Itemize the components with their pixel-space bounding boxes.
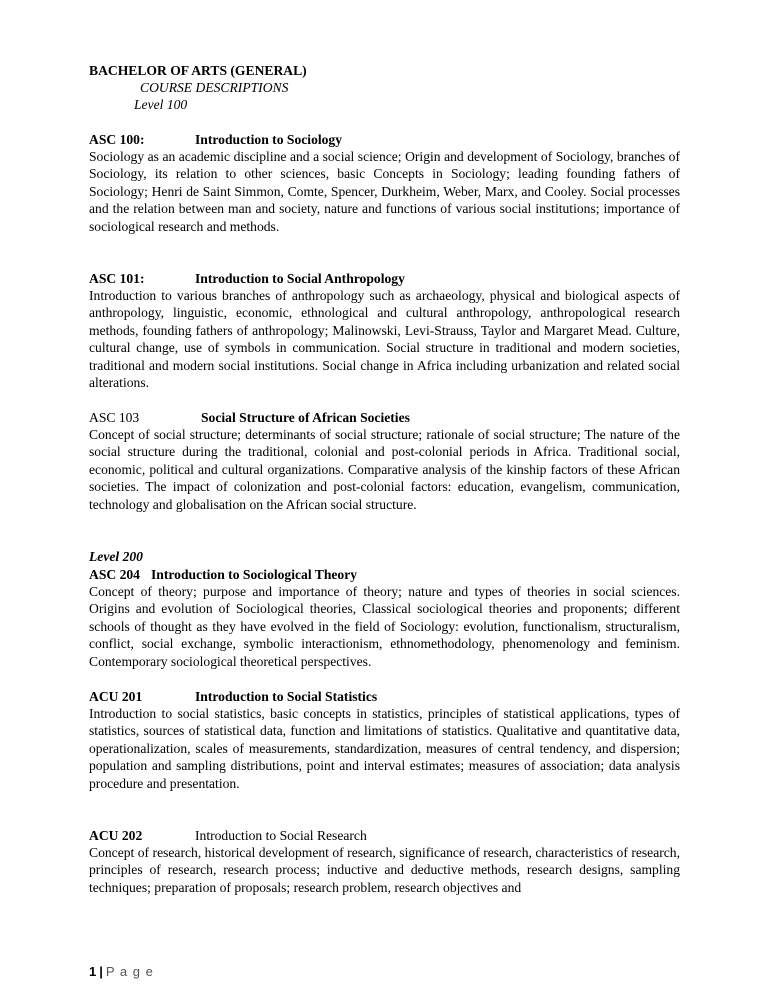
course-name: Introduction to Sociology bbox=[195, 132, 343, 147]
course-name: Social Structure of African Societies bbox=[201, 410, 410, 425]
document-subtitle: COURSE DESCRIPTIONS bbox=[140, 80, 289, 95]
footer-separator: | bbox=[99, 964, 103, 979]
course-code: ASC 100: bbox=[89, 132, 145, 147]
course-code: ACU 202 bbox=[89, 828, 143, 843]
course-description: Introduction to various branches of anthropology such as archaeology, physical and biological aspects of anthropology, linguistic, economic, ethnological and cultural anthropology, anthropological research methods, founding fathers of anthropology; Malinowski, Levi-Strauss, Taylor and Margaret Mead. Culture, cultural change, use of symbols in communication. Social structure in traditional and modern societies, traditional and modern social institutions. Social change in Africa including urbanization and related social alterations. bbox=[89, 288, 680, 391]
course-code: ASC 204 bbox=[89, 567, 140, 582]
document-title: BACHELOR OF ARTS (GENERAL) bbox=[89, 63, 307, 78]
course-description: Introduction to social statistics, basic concepts in statistics, principles of statistical applications, types of statistics, sources of statistical data, function and limitations of statistics. Qualitative and quantitative data, operationalization, scales of measurements, standardization, measures of central tendency, and dispersion; population and sampling distributions, point and interval estimates; measures of association; data analysis procedure and presentation. bbox=[89, 706, 680, 791]
course-description: Concept of theory; purpose and importance of theory; nature and types of theories in social sciences. Origins and evolution of Sociological theories, Classical sociological theories and proponents; different schools of thought as they have evolved in the field of Sociology: evolution, functionalism, structuralism, conflict, social exchange, symbolic interactionism, ethnomethodology, phenomenology and feminism. Contemporary sociological theoretical perspectives. bbox=[89, 584, 680, 669]
course-description: Concept of research, historical development of research, significance of research, characteristics of research, principles of research, research process; inductive and deductive methods, research designs, sampling techniques; preparation of proposals; research problem, research objectives and bbox=[89, 845, 680, 895]
course-heading bbox=[89, 131, 680, 148]
course-heading bbox=[89, 688, 680, 705]
page-footer bbox=[89, 964, 154, 979]
course-heading bbox=[89, 566, 680, 583]
course-code: ASC 103 bbox=[89, 410, 140, 425]
course-code: ASC 101: bbox=[89, 271, 145, 286]
page-label: P a g e bbox=[105, 964, 154, 979]
course-code: ACU 201 bbox=[89, 689, 143, 704]
level-heading-200: Level 200 bbox=[89, 549, 143, 564]
course-heading bbox=[89, 270, 680, 287]
course-description: Concept of social structure; determinants of social structure; rationale of social structure; The nature of the social structure during the traditional, colonial and post-colonial periods in Africa. Traditional social, economic, political and cultural organizations. Comparative analysis of the kinship factors of these African societies. The impact of colonization and post-colonial factors: education, evangelism, communication, technology and globalisation on the African social structure. bbox=[89, 427, 680, 512]
level-heading-100: Level 100 bbox=[134, 97, 188, 112]
course-heading bbox=[89, 409, 680, 426]
course-heading bbox=[89, 827, 680, 844]
course-name: Introduction to Social Anthropology bbox=[195, 271, 405, 286]
course-description: Sociology as an academic discipline and a social science; Origin and development of Sociology, branches of Sociology, its relation to other sciences, basic Concepts in Sociology; leading founding fathers of Sociology; Henri de Saint Simmon, Comte, Spencer, Durkheim, Weber, Marx, and Cooley. Social processes and the relation between man and society, nature and functions of various social institutions; importance of sociological research and methods. bbox=[89, 149, 680, 234]
course-name: Introduction to Sociological Theory bbox=[151, 567, 358, 582]
course-name: Introduction to Social Statistics bbox=[195, 689, 378, 704]
page-number: 1 bbox=[89, 964, 97, 979]
course-name: Introduction to Social Research bbox=[195, 828, 367, 843]
